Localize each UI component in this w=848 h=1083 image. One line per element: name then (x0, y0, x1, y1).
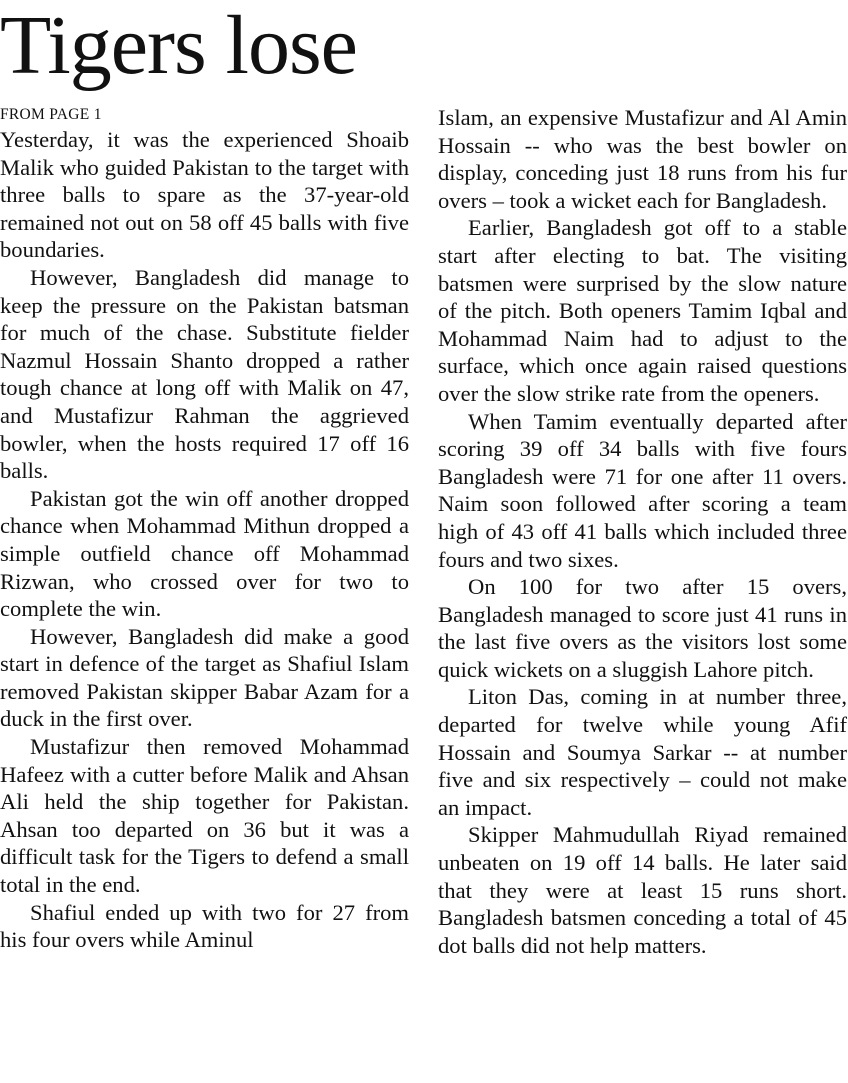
paragraph: However, Bangladesh did manage to keep the pressure on the Pakistan batsman for much of the chase. Substitute fielder Nazmul Hossain Shanto dropped a rather tough chance at long off with Malik on 47, and Mustafizur Rahman the aggrieved bowler, when the hosts required 17 off 16 balls. (0, 264, 409, 484)
paragraph: Pakistan got the win off another dropped chance when Mohammad Mithun dropped a simple outfield chance off Mohammad Rizwan, who crossed over for two to complete the win. (0, 485, 409, 622)
paragraph: On 100 for two after 15 overs, Bangladesh managed to score just 41 runs in the last five overs as the visitors lost some quick wickets on a sluggish Lahore pitch. (438, 574, 847, 682)
paragraph: Liton Das, coming in at number three, departed for twelve while young Afif Hossain and Soumya Sarkar -- at number five and six respectively – could not make an impact. (438, 684, 847, 820)
article-column-left (0, 104, 409, 954)
paragraph: However, Bangladesh did make a good start in defence of the target as Shafiul Islam removed Pakistan skipper Babar Azam for a duck in the first over. (0, 623, 409, 732)
paragraph: Shafiul ended up with two for 27 from his four overs while Aminul (0, 899, 409, 953)
paragraph: When Tamim eventually departed after scoring 39 off 34 balls with five fours Bangladesh were 71 for one after 11 overs. Naim soon followed after scoring a team high of 43 off 41 balls which included three fours and two sixes. (438, 408, 847, 572)
continuation-kicker: FROM PAGE 1 (0, 106, 102, 123)
article-column-right (438, 104, 847, 959)
paragraph: Earlier, Bangladesh got off to a stable start after electing to bat. The visiting batsmen were surprised by the slow nature of the pitch. Both openers Tamim Iqbal and Mohammad Naim had to adjust to the surface, which once again raised questions over the slow strike rate from the openers. (438, 215, 847, 406)
paragraph: Yesterday, it was the experienced Shoaib Malik who guided Pakistan to the target with three balls to spare as the 37-year-old remained not out on 58 off 45 balls with five boundaries. (0, 127, 409, 263)
paragraph: Islam, an expensive Mustafizur and Al Amin Hossain -- who was the best bowler on display, conceding just 18 runs from his fur overs – took a wicket each for Bangladesh. (438, 105, 847, 213)
paragraph: Skipper Mahmudullah Riyad remained unbeaten on 19 off 14 balls. He later said that they were at least 15 runs short. Bangladesh batsmen conceding a total of 45 dot balls did not help matters. (438, 822, 847, 958)
headline: Tigers lose (0, 0, 357, 92)
paragraph: Mustafizur then removed Mohammad Hafeez with a cutter before Malik and Ahsan Ali held the ship together for Pakistan. Ahsan too departed on 36 but it was a difficult task for the Tigers to defend a small total in the end. (0, 734, 409, 898)
